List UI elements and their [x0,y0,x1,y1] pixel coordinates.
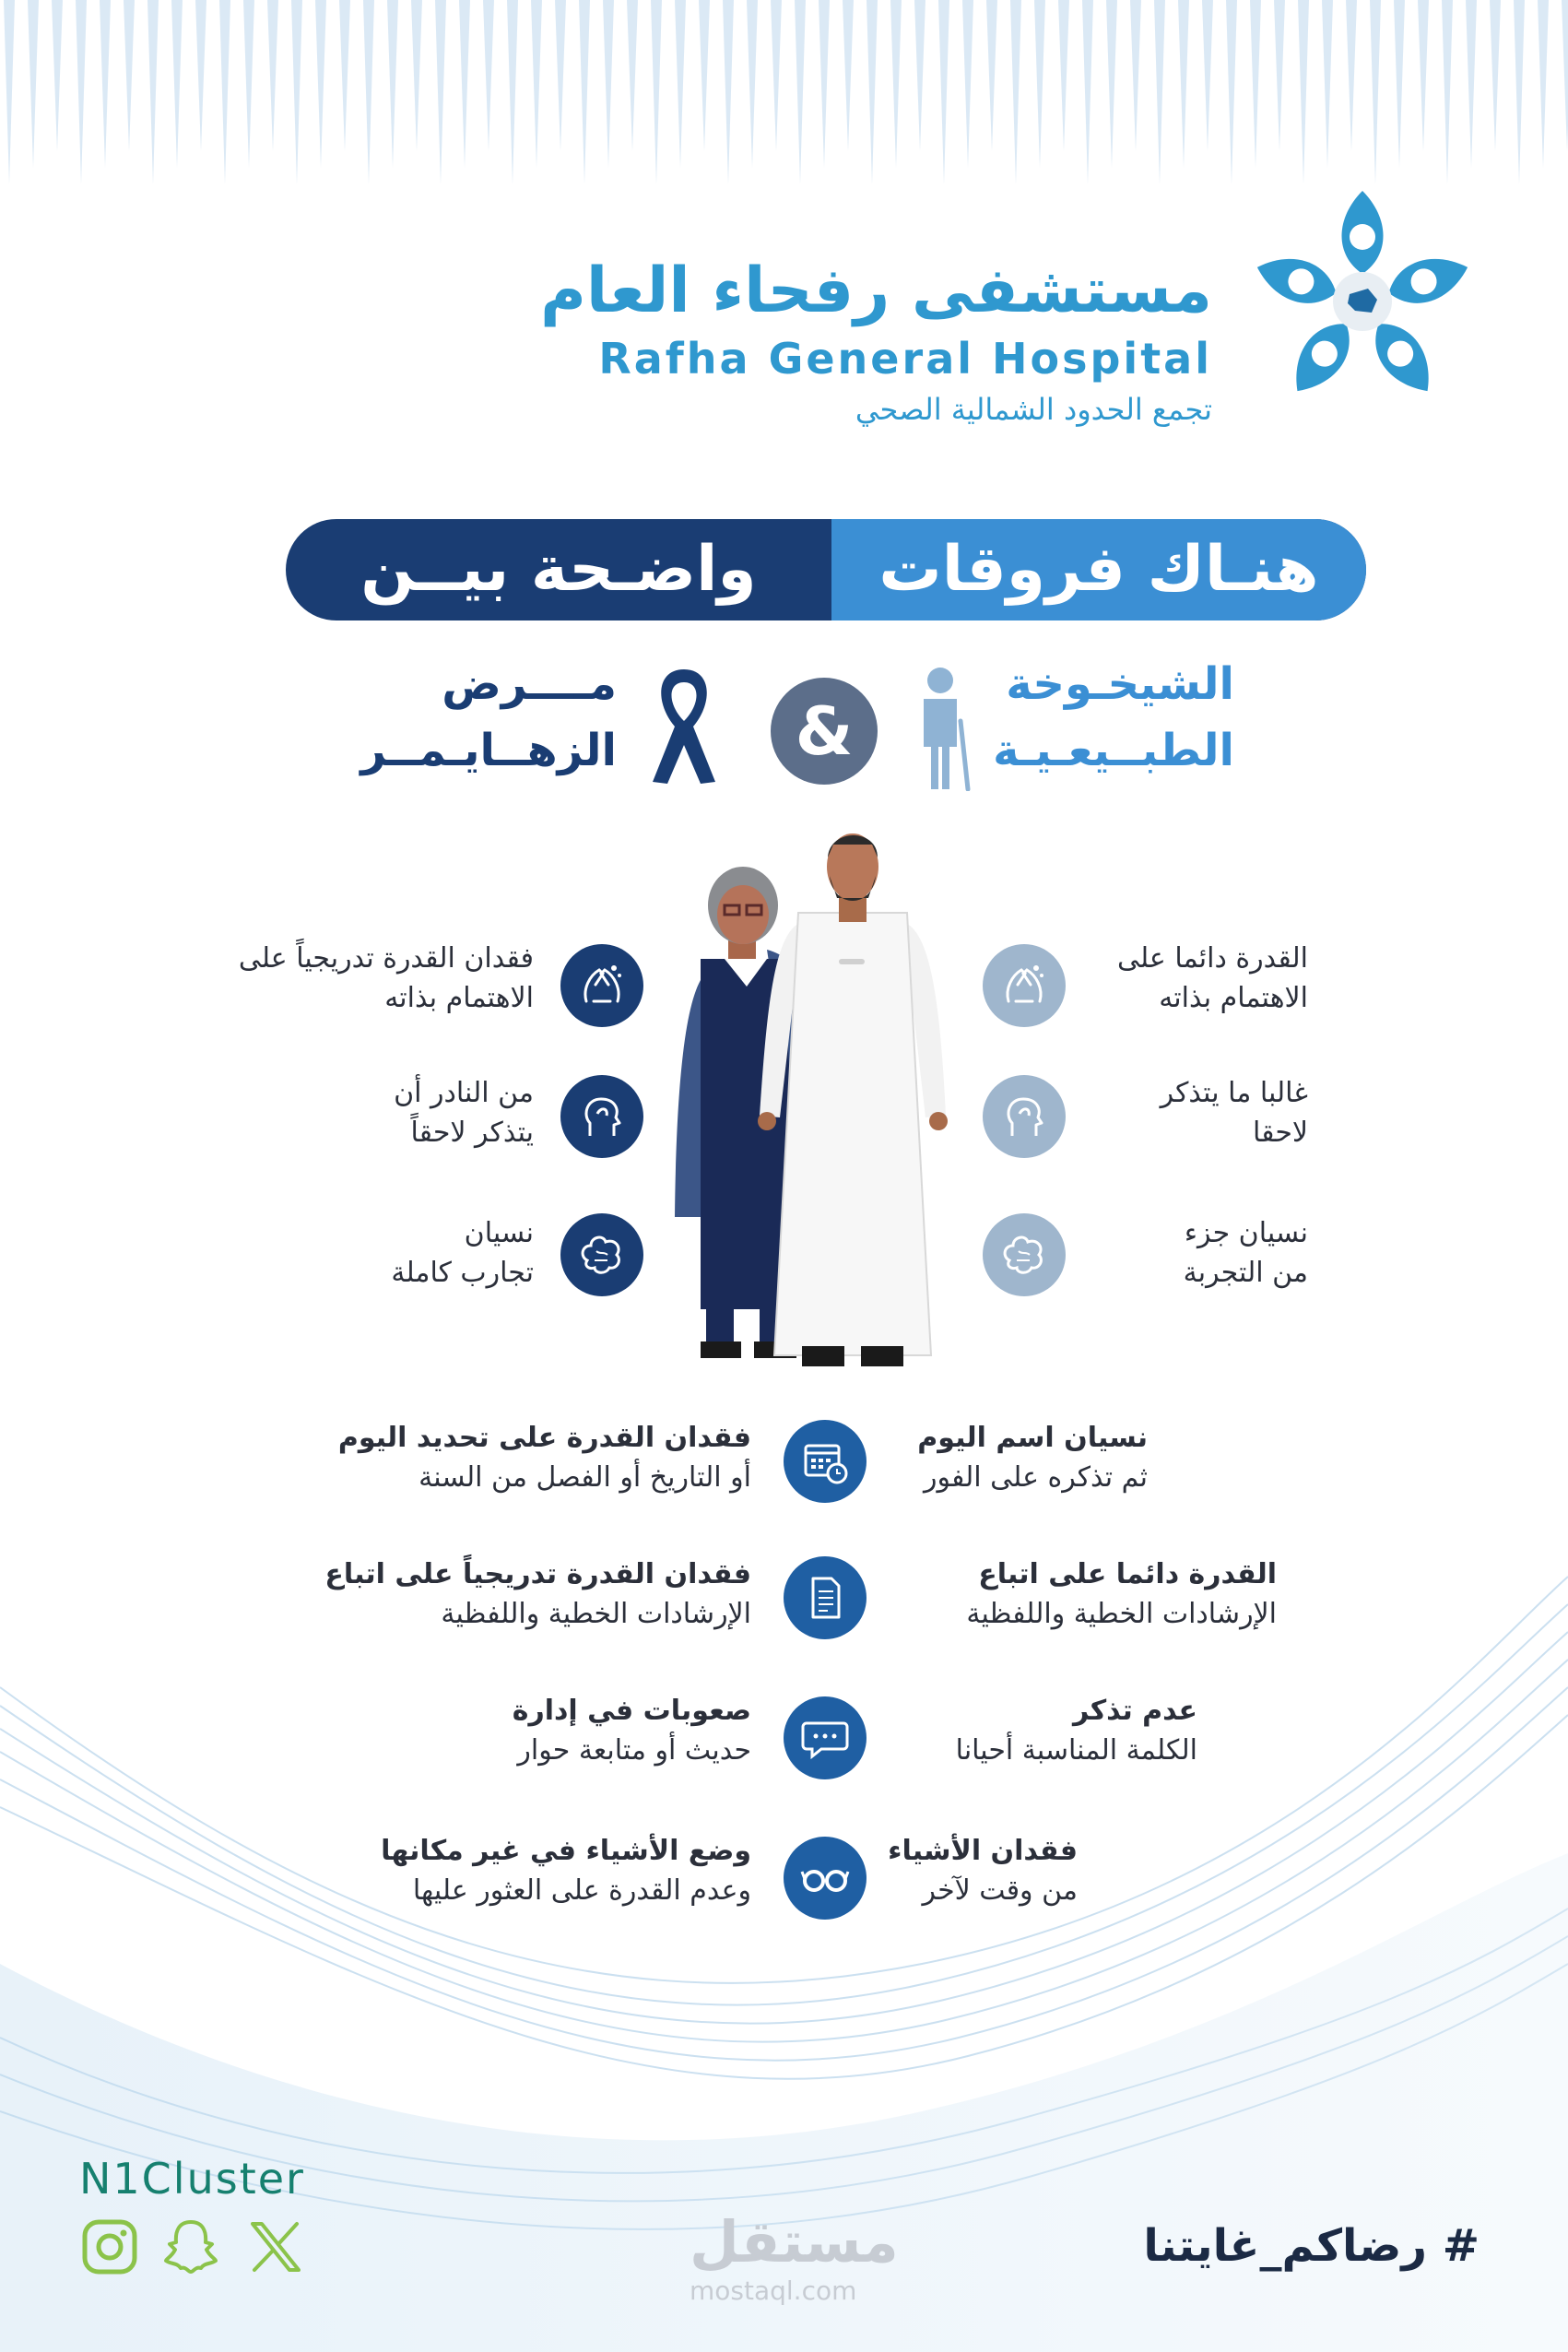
health-cluster-name: تجمع الحدود الشمالية الصحي [855,392,1212,427]
stripe [1370,0,1381,184]
natural-row2-line1: غالبا ما يتذكر [1160,1077,1308,1109]
stripe [603,0,614,168]
alz-lower-row4-line2: وعدم القدرة على العثور عليها [412,1874,751,1907]
stripe [651,0,662,184]
chat-bubble-icon [784,1696,867,1779]
stripe [699,0,710,151]
alz-lower-row2-line2: الإرشادات الخطية واللفظية [441,1598,751,1630]
stripe [1562,0,1568,151]
natural-lower-row3-line2: الكلمة المناسبة أحيانا [955,1734,1197,1767]
alz-lower-row2-line1: فقدان القدرة تدريجياً على اتباع [324,1558,751,1590]
stripe [914,0,925,151]
stripe [387,0,398,168]
stripe [1418,0,1429,151]
mostaql-watermark-url: mostaql.com [690,2275,857,2306]
alz-row1-line1: فقدان القدرة تدريجياً على [238,942,534,975]
hospital-star-logo-icon [1243,186,1482,417]
alzheimers-heading-line1: مــــرض [442,658,617,710]
alz-lower-row1-line1: فقدان القدرة على تحديد اليوم [337,1422,751,1454]
stripe [291,0,302,184]
stripe [267,0,278,151]
snapchat-icon[interactable] [160,2216,221,2277]
hashtag-slogan: # رضاكم_غايتنا [1143,2220,1480,2272]
natural-lower-row3-text [956,1691,1197,1770]
stripe [1322,0,1333,168]
stripe [627,0,638,151]
stripe [459,0,470,168]
stripe [1178,0,1189,168]
alz-row2-line2: يتذكر لاحقاً [410,1117,534,1149]
awareness-ribbon-icon [647,666,721,787]
stripe [52,0,63,151]
natural-row3-text [1184,1213,1308,1293]
stripe [1082,0,1093,184]
natural-lower-row1-text [917,1418,1148,1497]
instagram-icon[interactable] [79,2216,140,2277]
stripe [4,0,15,184]
natural-lower-row4-line1: فقدان الأشياء [888,1835,1078,1867]
stripe [1490,0,1501,151]
hands-washing-icon-natural [983,944,1066,1027]
natural-lower-row4-line2: من وقت لآخر [922,1874,1078,1907]
stripe [100,0,111,168]
natural-row2-line2: لاحقا [1253,1117,1308,1149]
stripe [171,0,183,168]
stripe [1250,0,1261,168]
mostaql-watermark: مستقل [690,2208,899,2275]
stripe [1202,0,1213,151]
stripe [1130,0,1141,151]
stripe [1346,0,1357,151]
stripe [747,0,758,168]
natural-row3-line2: من التجربة [1183,1257,1308,1289]
stripe [507,0,518,184]
top-stripes-decoration [0,0,1568,184]
stripe [986,0,997,151]
stripe [219,0,230,184]
natural-row3-line1: نسيان جزء [1184,1217,1308,1249]
alz-row1-text [239,939,534,1018]
natural-lower-row2-text [966,1554,1277,1634]
stripe [555,0,566,151]
brain-icon-alz [560,1213,643,1296]
natural-lower-row1-line2: ثم تذكره على الفور [923,1461,1148,1494]
alz-row3-text [391,1213,534,1293]
stripe [1226,0,1237,184]
stripe [962,0,973,168]
stripe [243,0,254,168]
stripe [1274,0,1285,151]
stripe [819,0,830,168]
natural-row2-text [1161,1073,1308,1152]
stripe [531,0,542,168]
hospital-name-arabic: مستشفى رفحاء العام [540,254,1212,327]
elderly-couple-illustration [664,821,977,1374]
stripe [483,0,494,151]
alz-lower-row1-line2: أو التاريخ أو الفصل من السنة [419,1461,751,1494]
alz-row2-text [394,1073,534,1152]
alz-lower-row3-line1: صعوبات في إدارة [512,1695,751,1727]
natural-aging-heading-line1: الشيخـوخة [1006,658,1234,710]
stripe [1034,0,1045,168]
natural-lower-row3-line1: عدم تذكر [1073,1695,1197,1727]
alz-lower-row3-line2: حديث أو متابعة حوار [517,1734,751,1767]
stripe [890,0,902,168]
document-icon [784,1556,867,1639]
x-icon[interactable] [245,2216,306,2277]
alzheimers-heading-line2: الزهــايـمــر [360,725,617,776]
natural-lower-row2-line2: الإرشادات الخطية واللفظية [966,1598,1277,1630]
stripe [76,0,87,184]
stripe [579,0,590,184]
alz-row2-line1: من النادر أن [394,1077,534,1109]
natural-lower-row1-line1: نسيان اسم اليوم [917,1422,1148,1454]
natural-lower-row2-line1: القدرة دائما على اتباع [978,1558,1277,1590]
stripe [771,0,782,151]
head-thinking-icon-alz [560,1075,643,1158]
stripe [867,0,878,184]
glasses-icon [784,1837,867,1920]
stripe [843,0,854,151]
elderly-person-with-cane-icon [911,666,975,791]
stripe [1538,0,1549,168]
alz-lower-row4-text [381,1831,751,1910]
alz-row3-line2: تجارب كاملة [391,1257,534,1289]
stripe [315,0,326,168]
stripe [339,0,350,151]
alz-lower-row2-text [324,1554,751,1634]
hospital-name-english: Rafha General Hospital [598,334,1212,384]
stripe [147,0,159,184]
stripe [1058,0,1069,151]
brain-icon-natural [983,1213,1066,1296]
head-thinking-icon-natural [983,1075,1066,1158]
natural-row1-text [1117,939,1308,1018]
banner-right-text: هنـاك فروقات [878,533,1319,606]
title-banner [286,519,1366,621]
stripe [1466,0,1477,168]
alz-lower-row3-text [513,1691,751,1770]
banner-left-text: واضـحة بيــن [360,533,757,606]
stripe [675,0,686,168]
alz-row1-line2: الاهتمام بذاته [384,982,534,1014]
natural-aging-heading-line2: الطبــيعـيـة [993,725,1234,776]
stripe [1106,0,1117,168]
stripe [195,0,206,151]
stripe [1442,0,1453,184]
stripe [795,0,806,184]
natural-row1-line2: الاهتمام بذاته [1159,982,1308,1014]
stripe [435,0,446,184]
alz-lower-row4-line1: وضع الأشياء في غير مكانها [381,1835,751,1867]
stripe [1010,0,1021,184]
cluster-brand-name: N1Cluster [79,2154,305,2204]
alz-lower-row1-text [338,1418,751,1497]
stripe [363,0,374,184]
stripe [1514,0,1525,184]
stripe [411,0,422,151]
natural-lower-row4-text [888,1831,1078,1910]
natural-row1-line1: القدرة دائما على [1116,942,1308,975]
ampersand-badge: & [771,678,878,785]
stripe [1298,0,1309,184]
stripe [28,0,39,168]
calendar-icon [784,1420,867,1503]
stripe [723,0,734,184]
stripe [938,0,949,184]
stripe [1394,0,1405,168]
stripe [1154,0,1165,184]
stripe [124,0,135,151]
hands-washing-icon-alz [560,944,643,1027]
alz-row3-line1: نسيان [464,1217,534,1249]
